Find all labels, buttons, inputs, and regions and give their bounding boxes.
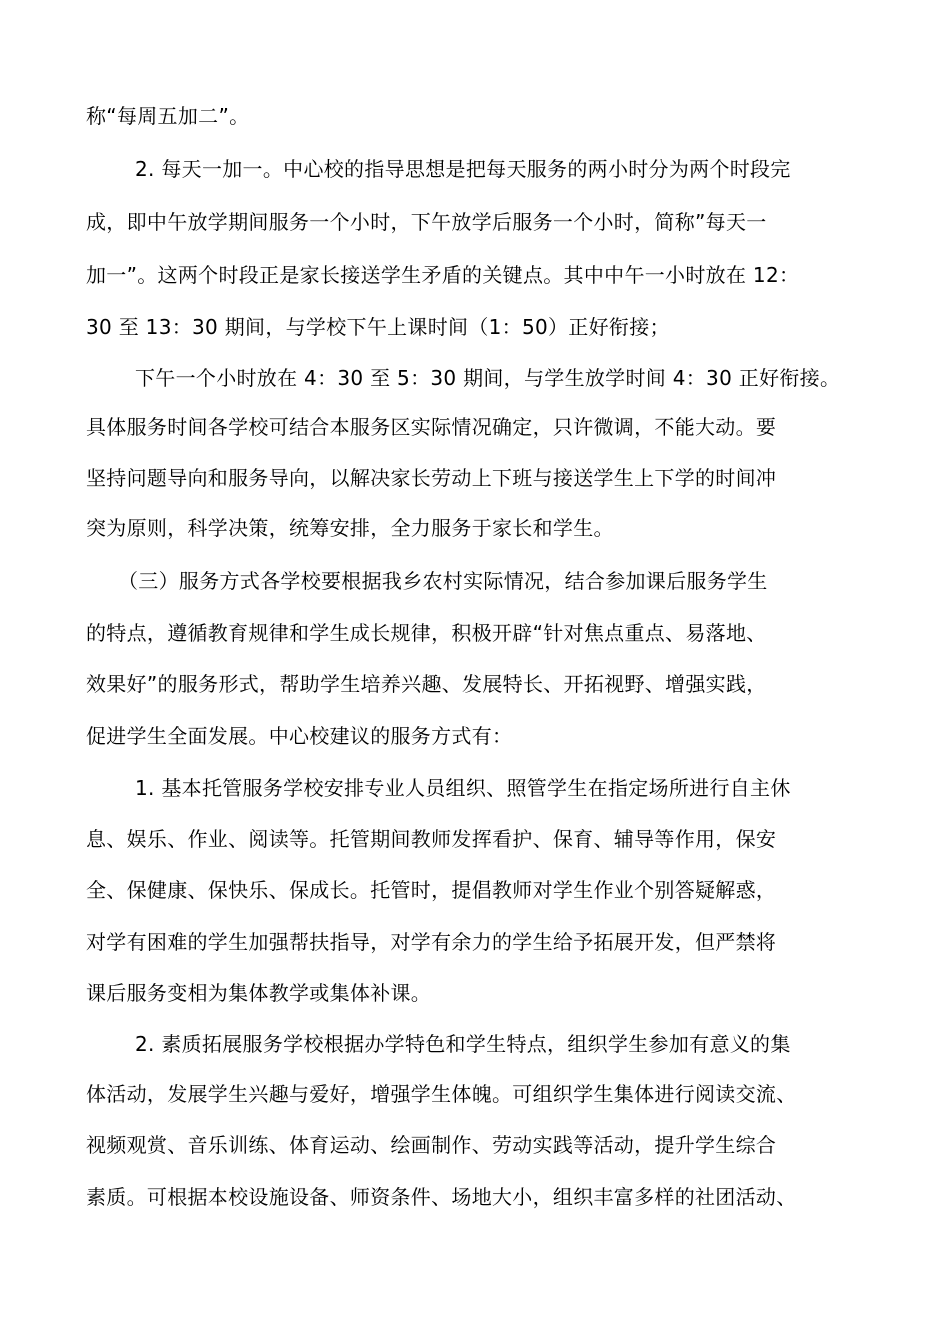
text-line: 课后服务变相为集体教学或集体补课。 xyxy=(86,981,432,1005)
text-line: 称“每周五加二”。 xyxy=(86,104,250,128)
text-line: （三）服务方式各学校要根据我乡农村实际情况，结合参加课后服务学生 xyxy=(118,569,768,593)
text-line: 下午一个小时放在 4：30 至 5：30 期间，与学生放学时间 4：30 正好衔接。 xyxy=(135,366,841,390)
text-line: 的特点，遵循教育规律和学生成长规律，积极开辟“针对焦点重点、易落地、 xyxy=(86,621,767,645)
text-line: 对学有困难的学生加强帮扶指导，对学有余力的学生给予拓展开发，但严禁将 xyxy=(86,930,777,954)
text-line: 促进学生全面发展。中心校建议的服务方式有： xyxy=(86,724,513,748)
text-line: 2. 每天一加一。中心校的指导思想是把每天服务的两小时分为两个时段完 xyxy=(135,157,791,181)
text-line: 具体服务时间各学校可结合本服务区实际情况确定，只许微调，不能大动。要 xyxy=(86,415,777,439)
text-line: 效果好”的服务形式，帮助学生培养兴趣、发展特长、开拓视野、增强实践， xyxy=(86,672,767,696)
text-line: 坚持问题导向和服务导向，以解决家长劳动上下班与接送学生上下学的时间冲 xyxy=(86,466,777,490)
text-line: 成，即中午放学期间服务一个小时，下午放学后服务一个小时，简称”每天一 xyxy=(86,210,767,234)
text-line: 1. 基本托管服务学校安排专业人员组织、照管学生在指定场所进行自主休 xyxy=(135,776,791,800)
text-line: 30 至 13：30 期间，与学校下午上课时间（1：50）正好衔接； xyxy=(86,315,670,339)
text-line: 突为原则，科学决策，统筹安排，全力服务于家长和学生。 xyxy=(86,516,614,540)
text-line: 素质。可根据本校设施设备、师资条件、场地大小，组织丰富多样的社团活动、 xyxy=(86,1185,797,1209)
text-line: 全、保健康、保快乐、保成长。托管时，提倡教师对学生作业个别答疑解惑， xyxy=(86,878,777,902)
text-line: 息、娱乐、作业、阅读等。托管期间教师发挥看护、保育、辅导等作用，保安 xyxy=(86,827,777,851)
text-line: 2. 素质拓展服务学校根据办学特色和学生特点，组织学生参加有意义的集 xyxy=(135,1032,791,1056)
text-line: 视频观赏、音乐训练、体育运动、绘画制作、劳动实践等活动，提升学生综合 xyxy=(86,1133,777,1157)
text-line: 加一”。这两个时段正是家长接送学生矛盾的关键点。其中中午一小时放在 12： xyxy=(86,263,800,287)
text-line: 体活动，发展学生兴趣与爱好，增强学生体魄。可组织学生集体进行阅读交流、 xyxy=(86,1082,797,1106)
